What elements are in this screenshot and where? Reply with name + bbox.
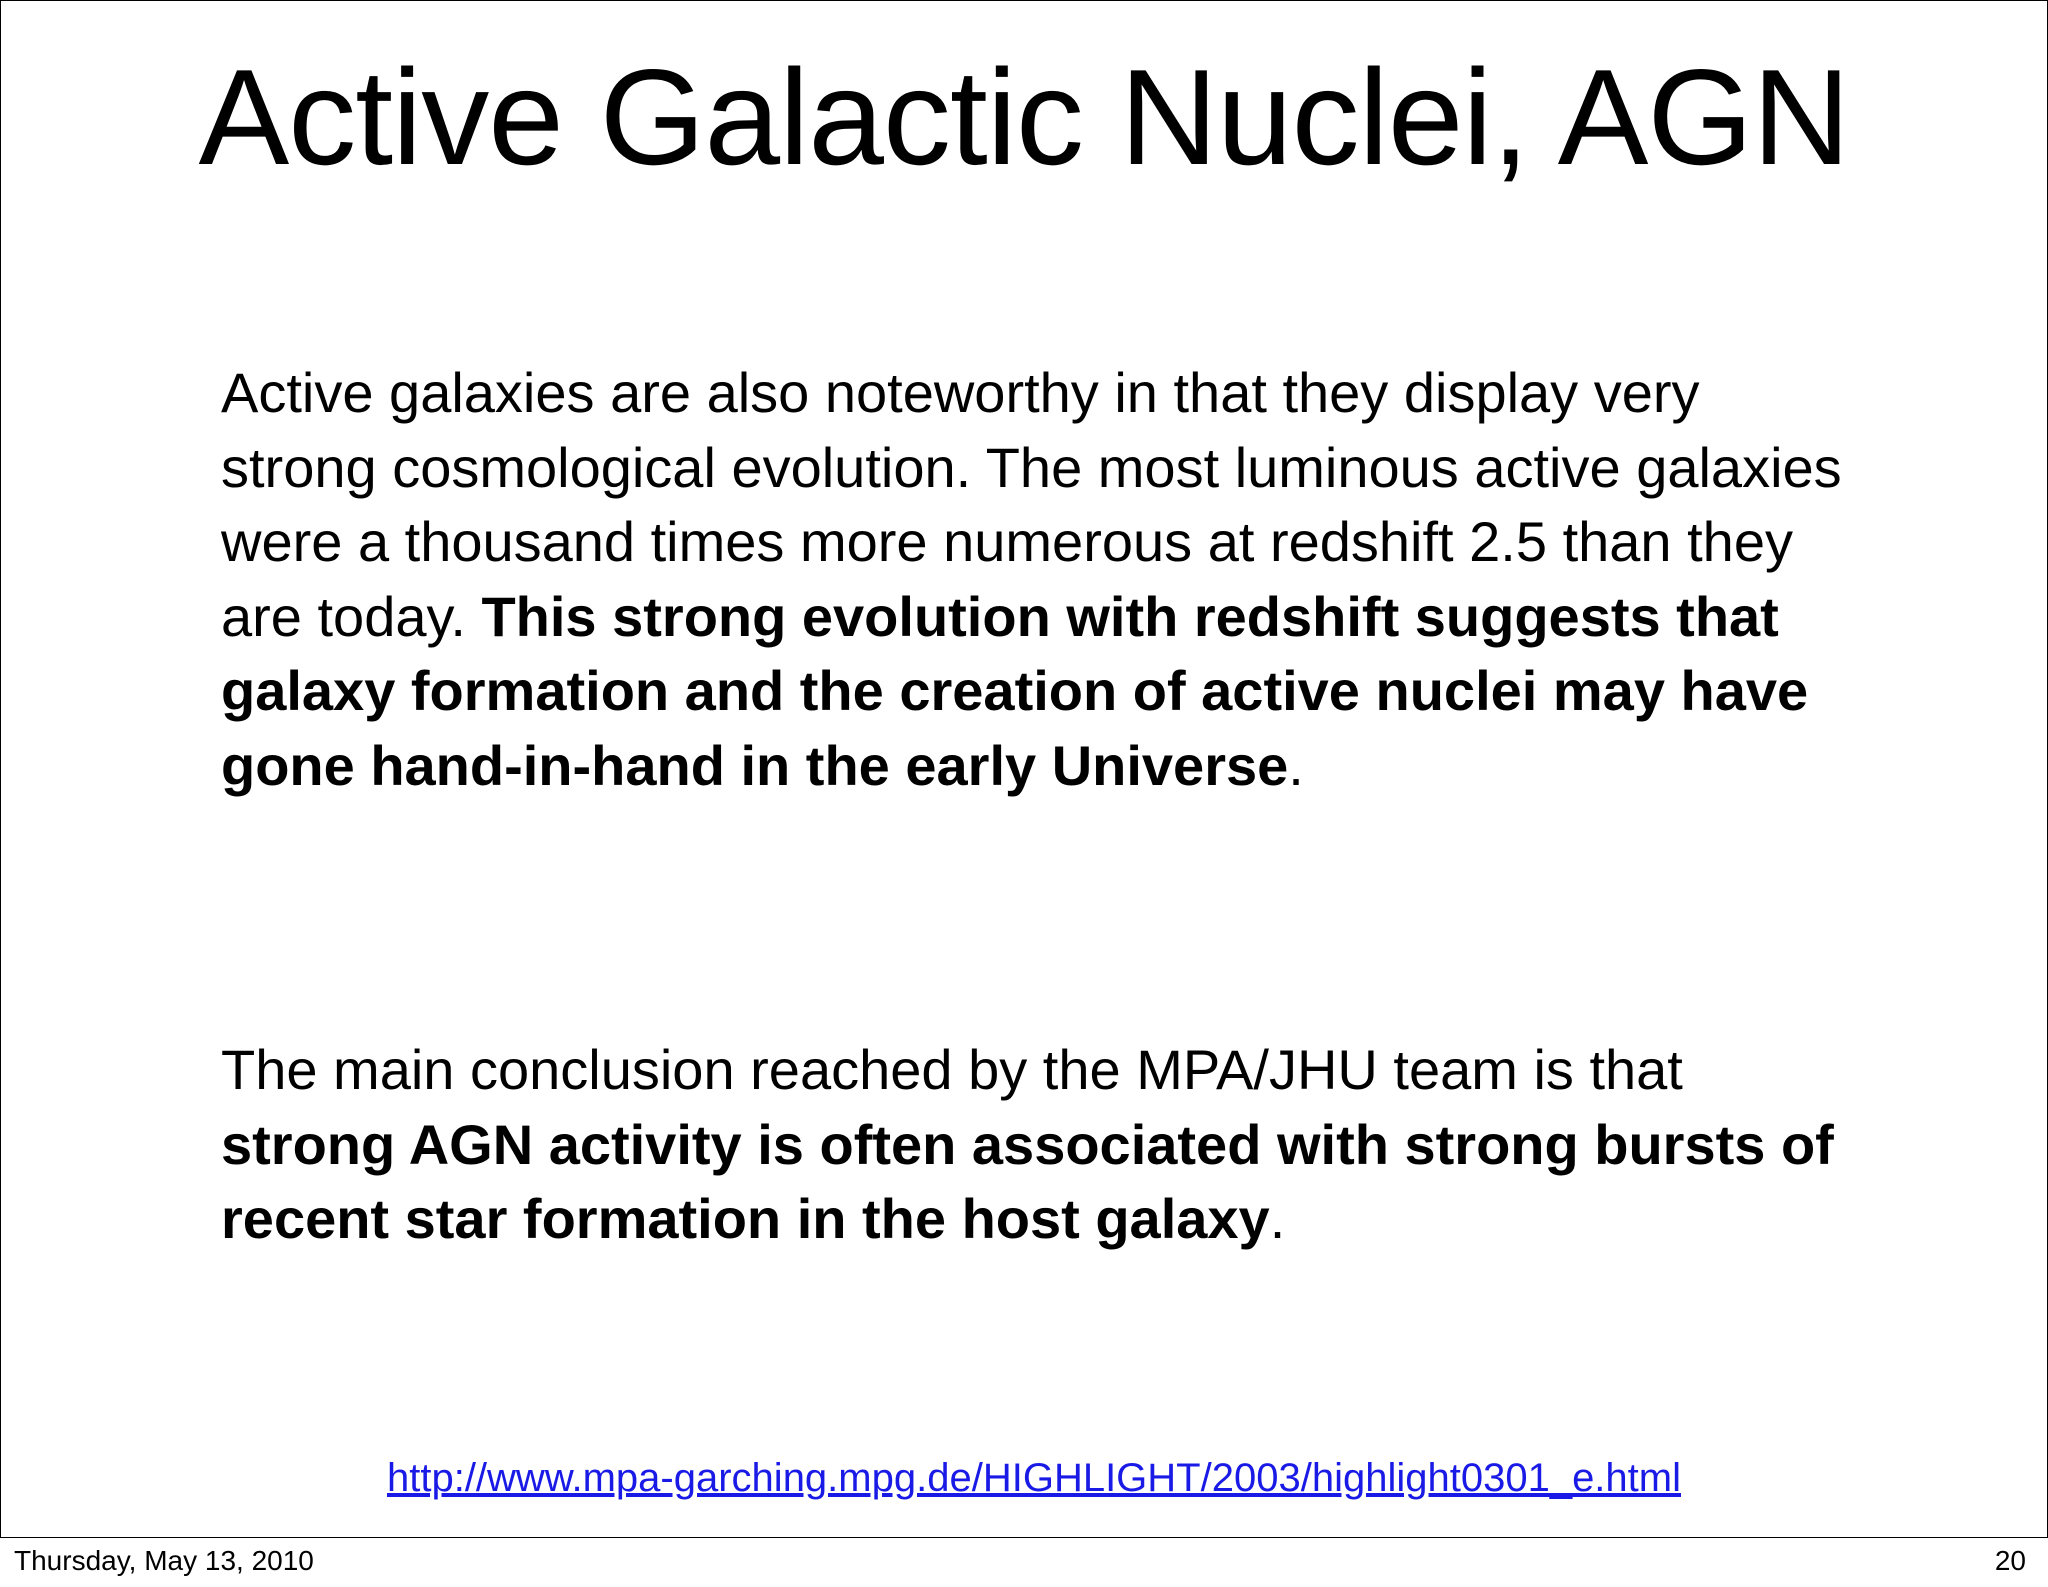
slide-title: Active Galactic Nuclei, AGN [198,41,1850,193]
paragraph-2-bold-text: strong AGN activity is often associated with strong bursts of recent star formation in the host galaxy [221,1112,1834,1250]
paragraph-cosmological-evolution [221,356,1861,803]
source-link[interactable]: http://www.mpa-garching.mpg.de/HIGHLIGHT/2003/highlight0301_e.html [386,1456,1681,1500]
paragraph-mpa-jhu-conclusion [221,1033,1861,1257]
paragraph-1-text: Active galaxies are also noteworthy in that they display very strong cosmological evolution. The most luminous active galaxies were a thousand times more numerous at redshift 2.5 than they are today. [221,361,1842,648]
footer-date: Thursday, May 13, 2010 [14,1545,314,1576]
page-number: 20 [1994,1545,2026,1576]
paragraph-2-text: The main conclusion reached by the MPA/JHU team is that [221,1038,1683,1101]
paragraph-2-end: . [1269,1187,1286,1250]
footer [0,1537,2048,1587]
paragraph-1-end: . [1288,733,1304,797]
paragraph-1-bold-text: This strong evolution with redshift suggests that galaxy formation and the creation of active nuclei may have gone hand-in-hand in the early Universe [221,584,1809,797]
